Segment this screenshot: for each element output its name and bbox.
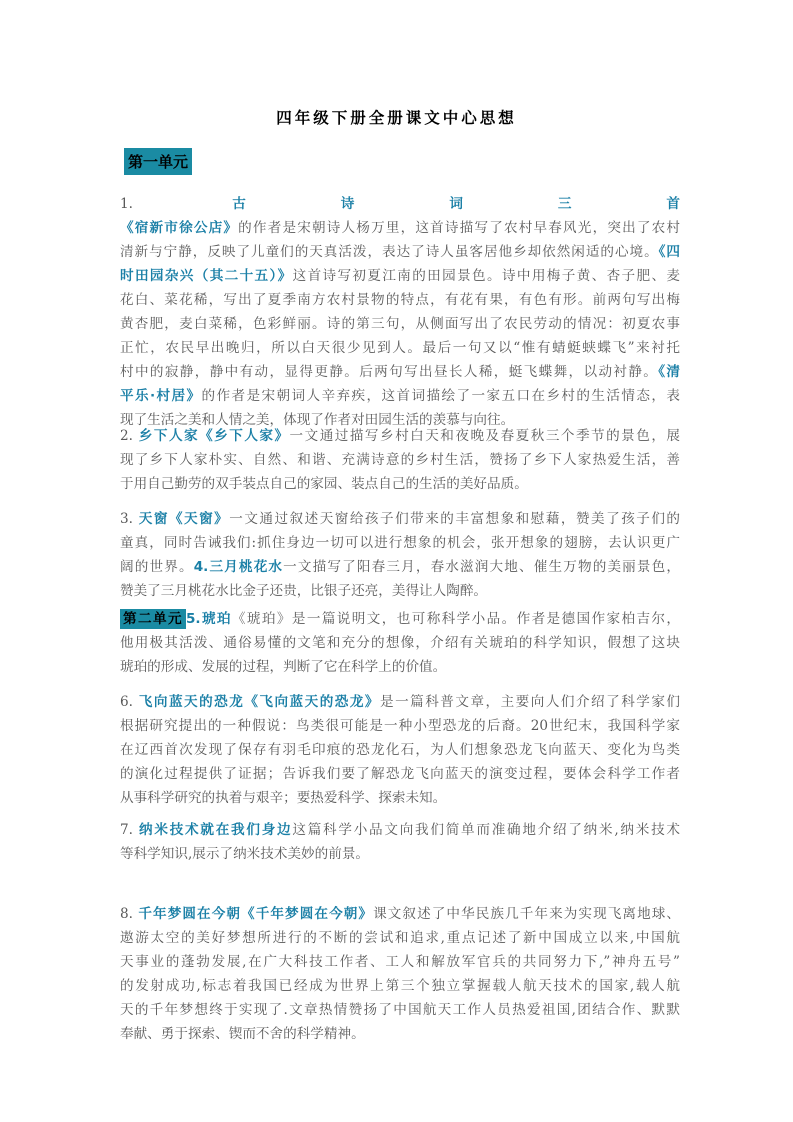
item-number: 7. <box>120 822 133 838</box>
poem-title: 平乐·村居》 <box>120 388 202 404</box>
para-line: 正忙，农民早出晚归，所以白天很少见到人。最后一句又以“惟有蜻蜓蛱蝶飞”来衬托 <box>120 340 680 356</box>
section-skylight <box>120 507 680 603</box>
para-text: 是一篇科普文章，主要向人们介绍了科学家们 <box>380 694 680 710</box>
item-number: 3. <box>120 511 133 527</box>
para-line <box>120 360 680 384</box>
para-line: 于用自己勤劳的双手装点自己的家园、装点自己的生活的美好品质。 <box>120 476 528 492</box>
poem-title: 《清 <box>658 364 680 380</box>
para-text: 这首诗写初夏江南的田园景色。诗中用梅子黄、杏子肥、麦 <box>292 268 680 284</box>
para-text: 村中的寂静，静中有动，显得更静。后两句写出昼长人稀，蜓飞蝶舞，以动衬静。 <box>120 364 659 380</box>
para-line <box>120 240 680 264</box>
para-line <box>120 555 680 579</box>
section-ancient-poems <box>120 192 680 432</box>
unit-two-heading: 第二单元 <box>120 609 186 629</box>
para-text: 《琥珀》是一篇说明文，也可称科学小品。作者是德国作家柏吉尔， <box>231 611 680 627</box>
page-title: 四年级下册全册课文中心思想 <box>276 109 517 127</box>
item-number: 2. <box>120 428 133 444</box>
para-text: 这篇科学小品文向我们简单而准确地介绍了纳米,纳米技术 <box>292 822 680 838</box>
poem-title: 《四 <box>658 244 680 260</box>
para-line: 的发射成功,标志着我国已经成为世界上第三个独立掌握载人航天技术的国家,载人航 <box>120 978 680 994</box>
para-line: 琥珀的形成、发展的过程，判断了它在科学上的价值。 <box>120 659 447 675</box>
para-line: 天的千年梦想终于实现了.文章热情赞扬了中国航天工作人员热爱祖国,团结合作、默默 <box>120 1002 680 1018</box>
section-heading: 乡下人家《乡下人家》 <box>138 428 290 444</box>
para-line: 在辽西首次发现了保存有羽毛印痕的恐龙化石，为人们想象恐龙飞向蓝天、变化为鸟类 <box>120 742 680 758</box>
para-text: 的作者是宋朝诗人杨万里，这首诗描写了农村早春风光，突出了农村 <box>238 220 680 236</box>
para-line <box>120 216 680 240</box>
para-line: 等科学知识,展示了纳米技术美妙的前景。 <box>120 846 370 862</box>
para-line <box>120 902 680 926</box>
para-line: 根据研究提出的一种假说：鸟类很可能是一种小型恐龙的后裔。20世纪末，我国科学家 <box>120 718 680 734</box>
para-line: 遨游太空的美好梦想所进行的不断的尝试和追求,重点记述了新中国成立以来,中国航 <box>120 930 680 946</box>
para-line: 他用极其活泼、通俗易懂的文笔和充分的想像，介绍有关琥珀的科学知识，假想了这块 <box>120 635 680 651</box>
para-text: 清新与宁静，反映了儿童们的天真活泼，表达了诗人虽客居他乡却依然闲适的心境。 <box>120 244 659 260</box>
para-line: 从事科学研究的执着与艰辛；要热爱科学、探索未知。 <box>120 790 447 806</box>
para-text: 的作者是宋朝词人辛弃疾，这首词描绘了一家五口在乡村的生活情态，表 <box>201 388 680 404</box>
section-heading: 4.三月桃花水 <box>193 559 284 575</box>
para-line <box>120 818 680 842</box>
section-country-family <box>120 424 680 496</box>
poem-title: 时田园杂兴（其二十五）》 <box>120 268 293 284</box>
para-text: 一文描写了阳春三月，春水滋润大地、催生万物的美丽景色， <box>283 559 680 575</box>
para-line <box>120 424 680 448</box>
item-number: 6. <box>120 694 133 710</box>
para-line <box>120 384 680 408</box>
para-line <box>120 507 680 531</box>
para-line: 现了乡下人家朴实、自然、和谐、充满诗意的乡村生活，赞扬了乡下人家热爱生活，善 <box>120 452 680 468</box>
item-number: 8. <box>120 906 133 922</box>
para-line: 童真，同时告诫我们:抓住身边一切可以进行想象的机会，张开想象的翅膀，去认识更广 <box>120 535 680 551</box>
section-heading: 古诗词三首 <box>232 196 680 212</box>
unit-one-heading: 第一单元 <box>124 148 192 175</box>
section-heading: 5.琥珀 <box>185 611 232 627</box>
item-number: 1. <box>120 196 133 212</box>
section-heading: 天窗《天窗》 <box>138 511 230 527</box>
para-line: 奉献、勇于探索、锲而不舍的科学精神。 <box>120 1026 365 1042</box>
para-line <box>120 264 680 288</box>
section-dinosaur <box>120 690 680 810</box>
para-line: 现了生活之美和人情之美，体现了作者对田园生活的羡慕与向往。 <box>120 412 515 428</box>
section-heading: 千年梦圆在今朝《千年梦圆在今朝》 <box>138 906 374 922</box>
section-amber <box>120 607 680 679</box>
section-heading: 纳米技术就在我们身边 <box>139 822 293 838</box>
para-text: 一文通过描写乡村白天和夜晚及春夏秋三个季节的景色，展 <box>289 428 680 444</box>
poem-title: 《宿新市徐公店》 <box>120 220 239 236</box>
para-line: 黄杏肥，麦白菜稀，色彩鲜丽。诗的第三句，从侧面写出了农民劳动的情况：初夏农事 <box>120 316 680 332</box>
para-line: 的演化过程提供了证据；告诉我们要了解恐龙飞向蓝天的演变过程，要体会科学工作者 <box>120 766 680 782</box>
para-text: 一文通过叙述天窗给孩子们带来的丰富想象和慰藉，赞美了孩子们的 <box>229 511 680 527</box>
section-nanotech <box>120 818 680 866</box>
section-space-dream <box>120 902 680 1046</box>
para-line <box>120 690 680 714</box>
para-line <box>120 607 680 631</box>
section-heading: 飞向蓝天的恐龙《飞向蓝天的恐龙》 <box>138 694 380 710</box>
para-line <box>120 192 680 216</box>
para-line: 赞美了三月桃花水比金子还贵，比银子还亮，美得让人陶醉。 <box>120 583 488 599</box>
para-line: 天事业的蓬勃发展,在广大科技工作者、工人和解放军官兵的共同努力下,”神舟五号” <box>120 954 680 970</box>
para-text: 课文叙述了中华民族几千年来为实现飞离地球、 <box>373 906 680 922</box>
para-text: 阔的世界。 <box>120 559 194 575</box>
para-line: 花白、菜花稀，写出了夏季南方农村景物的特点，有花有果，有色有形。前两句写出梅 <box>120 292 680 308</box>
